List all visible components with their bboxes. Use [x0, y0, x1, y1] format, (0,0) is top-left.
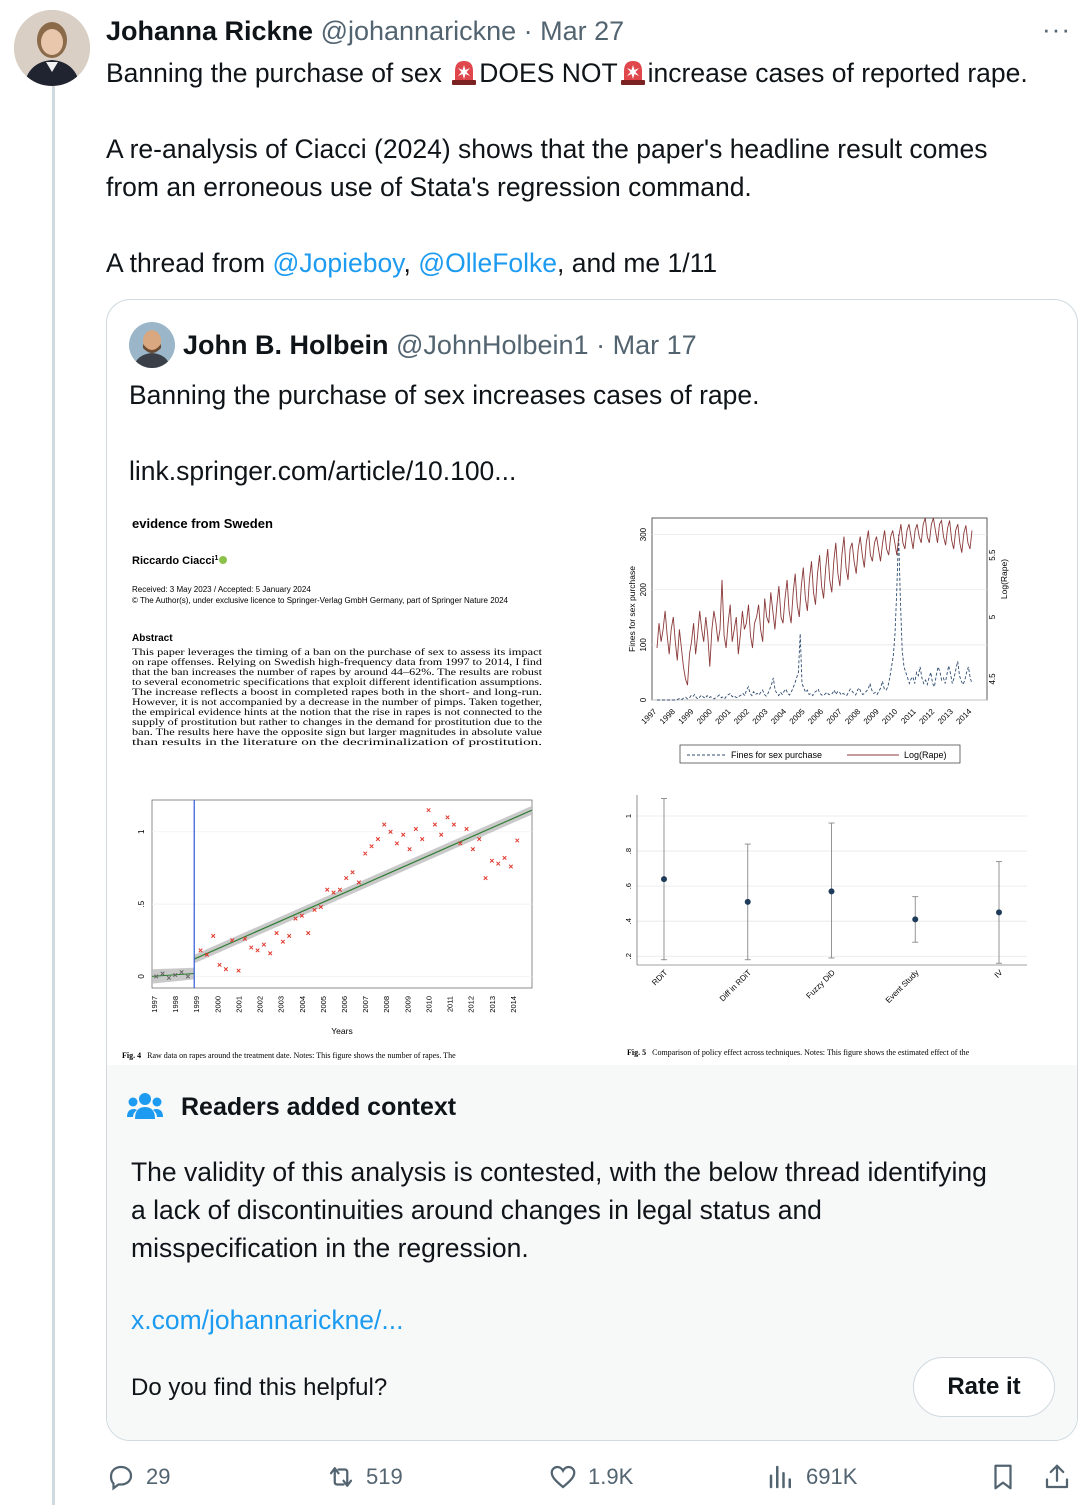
- sc-x-tick: 2008: [382, 996, 392, 1013]
- ts-x-tick: 1998: [657, 707, 677, 726]
- reply-button[interactable]: [106, 1462, 170, 1492]
- ts-x-tick: 2007: [824, 707, 844, 726]
- ts-y2-tick: 5.5: [988, 549, 997, 561]
- sc-x-tick: 2005: [318, 996, 328, 1013]
- author-handle[interactable]: @johannarickne: [320, 16, 517, 46]
- helpful-prompt: Do you find this helpful?: [131, 1374, 388, 1401]
- tweet-line-1-b: DOES NOT: [479, 58, 618, 88]
- ts-x-tick: 2000: [695, 707, 715, 726]
- mention-jopieboy[interactable]: @Jopieboy: [272, 248, 404, 278]
- ts-x-tick: 2014: [954, 707, 974, 726]
- quoted-avatar-portrait-icon: [129, 322, 175, 368]
- sc-x-tick: 2007: [361, 996, 371, 1013]
- ts-x-tick: 2003: [750, 707, 770, 726]
- repost-button[interactable]: [326, 1462, 403, 1492]
- ts-x-tick: 1997: [639, 707, 659, 726]
- fig4-caption: Fig. 4 Raw data on rapes around the treatment date. Notes: This figure shows the number of rapes. The: [122, 1051, 456, 1060]
- community-note-line: a lack of discontinuities around changes in legal status and: [131, 1195, 822, 1225]
- author-name[interactable]: Johanna Rickne: [106, 16, 314, 46]
- sc-x-tick: 2009: [403, 996, 413, 1013]
- ts-x-tick: 2013: [935, 707, 955, 726]
- coef-point: [745, 899, 751, 905]
- sc-x-tick: 2013: [487, 996, 497, 1013]
- more-options-icon[interactable]: ···: [1042, 14, 1071, 44]
- quoted-separator: ·: [596, 330, 606, 360]
- people-icon: [127, 1091, 163, 1123]
- abstract-line: the empirical evidence hints at the notion that the rise in rapes is not connected to the: [132, 707, 542, 717]
- sc-y-tick: 1: [137, 829, 146, 835]
- cp-x-tick: Fuzzy DiD: [804, 968, 837, 1001]
- heart-icon: [548, 1462, 578, 1492]
- abstract-line: The increase reflects a boost in completed rapes both in the short- and long-run.: [132, 687, 542, 697]
- quoted-date[interactable]: Mar 17: [612, 330, 697, 360]
- sc-y-tick: .5: [137, 900, 146, 908]
- rate-it-button[interactable]: Rate it: [913, 1357, 1055, 1417]
- coef-point: [829, 888, 835, 894]
- sc-x-tick: 1998: [171, 996, 181, 1013]
- reply-icon: [106, 1462, 136, 1492]
- cp-y-tick: 1: [624, 813, 633, 819]
- thread-connector-line: [52, 86, 55, 1505]
- ts-background: [647, 510, 1007, 775]
- community-note-body: [131, 1153, 1051, 1267]
- abstract-line: than results in the literature on the decriminalization of prostitution.: [132, 737, 542, 747]
- ts-x-tick: 2004: [769, 707, 789, 726]
- community-note-line: The validity of this analysis is contested, with the below thread identifying: [131, 1157, 987, 1187]
- ts-x-tick: 2001: [713, 707, 733, 726]
- abstract-line: This paper leverages the timing of a ban on the purchase of sex to assess its impact: [132, 647, 543, 657]
- tweet-line-4: [106, 244, 1081, 282]
- cp-x-tick: Event Study: [883, 968, 921, 1005]
- abstract-line: that the ban increases the number of rapes by around 44–62%. The results are robust: [132, 667, 543, 677]
- ts-x-tick: 2006: [806, 707, 826, 726]
- fig5-caption: Fig. 5 Comparison of policy effect across techniques. Notes: This figure shows the estimated effect of the: [627, 1048, 970, 1057]
- cp-x-tick: IV: [992, 968, 1005, 980]
- police-light-icon: [449, 57, 479, 87]
- community-note-line: misspecification in the regression.: [131, 1233, 529, 1263]
- abstract-heading: Abstract: [132, 633, 173, 644]
- quoted-text-line: Banning the purchase of sex increases cases of rape.: [129, 380, 760, 410]
- sc-y-tick: 0: [137, 974, 146, 979]
- avatar[interactable]: [14, 10, 90, 86]
- cp-y-tick: .4: [624, 918, 633, 925]
- ts-y-tick: 0: [639, 697, 648, 703]
- sc-x-tick: 2002: [255, 996, 265, 1013]
- police-light-icon: [618, 57, 648, 87]
- sc-x-tick: 1997: [150, 996, 159, 1013]
- cp-y-tick: .8: [624, 847, 633, 855]
- tweet-line-3: from an erroneous use of Stata's regression command.: [106, 172, 752, 202]
- quoted-tweet[interactable]: [106, 299, 1078, 1441]
- abstract-line: ban. The results here have the opposite sign but larger magnitudes in absolute value: [132, 727, 542, 737]
- quoted-text: [129, 376, 760, 490]
- paper-licence: © The Author(s), under exclusive licence to Springer-Verlag GmbH Germany, part of Springer Nature 2024: [132, 596, 508, 605]
- sc-x-tick: 2004: [297, 996, 307, 1013]
- tweet-line-1: [106, 54, 1081, 92]
- paper-figure-collage: [107, 510, 1077, 1065]
- views-button[interactable]: [766, 1462, 857, 1492]
- cp-x-tick: RDiT: [650, 968, 670, 988]
- ts-x-tick: 2009: [861, 707, 881, 726]
- ts-x-tick: 2010: [880, 707, 900, 726]
- mention-ollefolke[interactable]: @OlleFolke: [418, 248, 558, 278]
- tweet-line-4-a: A thread from: [106, 248, 273, 278]
- action-bar: [0, 1462, 1088, 1502]
- orcid-icon: [219, 556, 227, 564]
- bookmark-icon: [988, 1462, 1018, 1492]
- community-note-title-text: Readers added context: [181, 1093, 457, 1121]
- community-note-title: [181, 1091, 456, 1123]
- legend-rape-label: Log(Rape): [904, 750, 947, 760]
- sc-x-tick: 1999: [192, 996, 202, 1013]
- tweet-line-1-a: Banning the purchase of sex: [106, 58, 450, 88]
- share-button[interactable]: [1042, 1462, 1072, 1492]
- sc-x-tick: 2012: [466, 996, 476, 1013]
- tweet-line-1-c: increase cases of reported rape.: [647, 58, 1028, 88]
- coef-point: [912, 916, 918, 922]
- ts-y-tick: 300: [639, 527, 648, 542]
- coef-point: [661, 876, 667, 882]
- like-button[interactable]: [548, 1462, 633, 1492]
- views-chart-icon: [766, 1462, 796, 1492]
- policy-effect-chart: [607, 788, 1037, 1043]
- quoted-author-handle[interactable]: @JohnHolbein1: [396, 330, 589, 360]
- abstract-line: to several econometric specifications that exploit different identification assumptions.: [132, 677, 542, 687]
- time-series-chart: [627, 510, 1009, 775]
- paper-text-block: [132, 516, 543, 747]
- repost-icon: [326, 1462, 356, 1492]
- coef-point: [996, 909, 1002, 915]
- paper-author: Riccardo Ciacci$^1$: [132, 555, 219, 567]
- ts-x-tick: 2011: [899, 707, 918, 726]
- ts-y2-label: Log(Rape): [999, 558, 1009, 600]
- bookmark-button[interactable]: [988, 1462, 1018, 1492]
- reply-count: 29: [146, 1464, 171, 1489]
- abstract-line: However, it is not accompanied by a decrease in the number of pimps. Taken together,: [132, 697, 542, 707]
- ts-y2-tick: 5: [988, 614, 997, 620]
- ts-y-tick: 100: [639, 638, 648, 652]
- sc-x-tick: 2011: [445, 996, 455, 1013]
- ts-x-tick: 2005: [787, 707, 807, 726]
- sc-x-tick: 2000: [213, 996, 223, 1013]
- ts-x-tick: 2012: [917, 707, 937, 726]
- tweet-line-4-b: , and me 1/11: [557, 248, 718, 278]
- ts-x-tick: 2002: [732, 707, 752, 726]
- avatar-portrait-icon: [14, 10, 90, 86]
- community-note: [107, 1065, 1077, 1440]
- quoted-header: [183, 328, 697, 362]
- quoted-media-image[interactable]: [107, 510, 1077, 1065]
- cp-x-tick: Diff in RDiT: [717, 968, 754, 1004]
- raw-rapes-scatter-chart: [122, 792, 547, 1042]
- paper-received: Received: 3 May 2023 / Accepted: 5 January 2024: [132, 585, 311, 594]
- like-count: 1.9K: [588, 1464, 634, 1489]
- paper-title-fragment: evidence from Sweden: [132, 516, 273, 531]
- tweet-comma: ,: [403, 248, 411, 278]
- quoted-avatar[interactable]: [129, 322, 175, 368]
- sc-x-tick: 2006: [340, 996, 349, 1013]
- repost-count: 519: [366, 1464, 403, 1489]
- tweet-line-2: A re-analysis of Ciacci (2024) shows that the paper's headline result comes: [106, 134, 988, 164]
- ts-x-tick: 2008: [843, 707, 863, 726]
- cp-background: [607, 788, 1037, 1043]
- header-separator: ·: [523, 16, 533, 46]
- tweet-date[interactable]: Mar 27: [540, 16, 625, 46]
- tweet-header: [106, 14, 624, 48]
- abstract-line: on rape offenses. Relying on Swedish high-frequency data from 1997 to 2014, I find: [132, 657, 543, 667]
- sc-x-label: Years: [331, 1026, 353, 1036]
- community-note-link[interactable]: x.com/johannarickne/...: [131, 1305, 404, 1335]
- sc-x-tick: 2003: [276, 996, 286, 1013]
- ts-x-tick: 1999: [676, 707, 696, 726]
- share-icon: [1042, 1462, 1072, 1492]
- sc-x-tick: 2001: [234, 996, 244, 1013]
- legend-fines-label: Fines for sex purchase: [731, 750, 823, 760]
- ts-y2-tick: 4.5: [988, 673, 997, 685]
- tweet-text: [106, 54, 1081, 282]
- sc-x-tick: 2010: [424, 996, 434, 1013]
- quoted-author-name[interactable]: John B. Holbein: [183, 330, 389, 360]
- ts-y-label: Fines for sex purchase: [627, 566, 637, 652]
- abstract-body: [132, 647, 543, 747]
- cp-y-tick: .2: [624, 953, 633, 960]
- ts-y-tick: 200: [639, 583, 648, 597]
- quoted-link[interactable]: link.springer.com/article/10.100...: [129, 456, 517, 486]
- cp-y-tick: .6: [624, 883, 633, 890]
- abstract-line: supply of prostitution but rather to changes in the demand for prostitution due to the: [132, 717, 542, 727]
- views-count: 691K: [806, 1464, 858, 1489]
- sc-x-tick: 2014: [508, 996, 518, 1013]
